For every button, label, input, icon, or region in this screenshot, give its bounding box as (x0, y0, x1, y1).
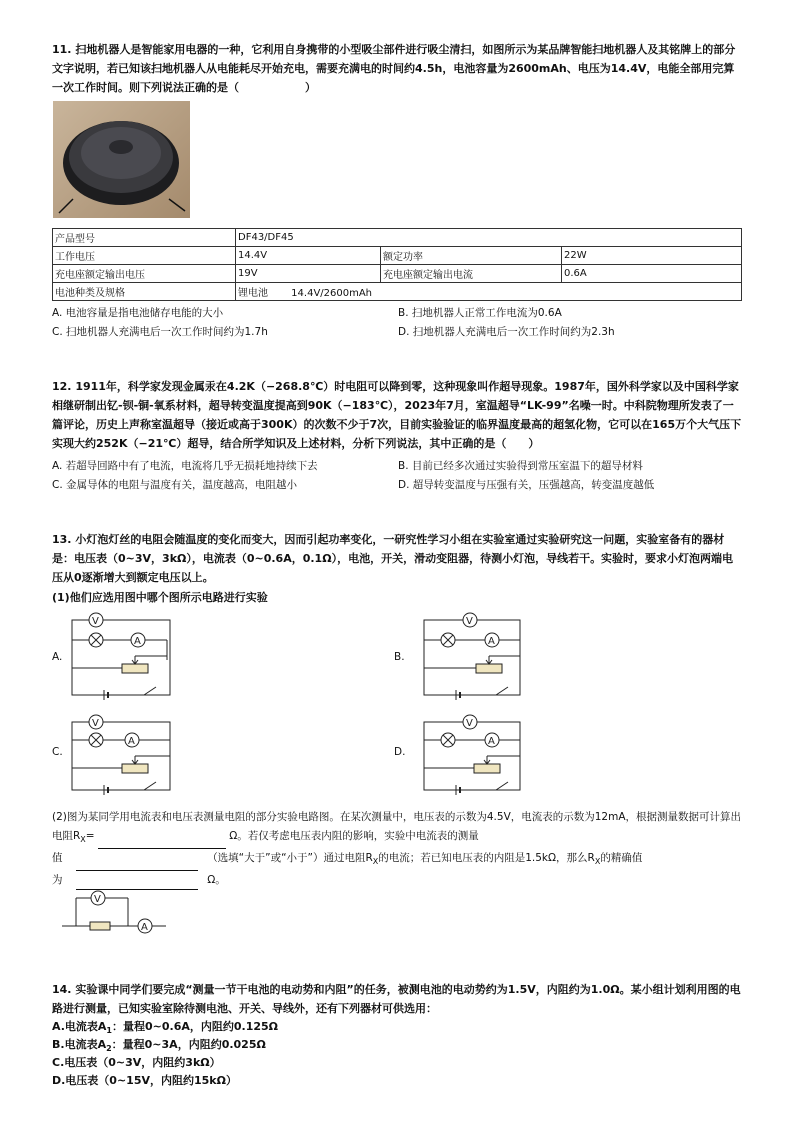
voltmeter-label: V (92, 616, 99, 627)
q14-item-d[interactable]: D.电压表（0~15V，内阻约15kΩ） (52, 1074, 237, 1087)
ammeter-label: A (134, 636, 141, 647)
q12-stem: 12. 1911年，科学家发现金属汞在4.2K（−268.8℃）时电阻可以降到零，这种现象叫作超导现象。1987年，国外科学家以及中国科学家相继研制出钇-钡-铜-氧系材料，超导转变温度提高到90K（−183℃），2023年7月，室温超导“LK-99”名噪一时。中科院物理所发表了一篇评论，历史上声称室温超导（接近或高于300K）的次数不少于7次，目前实验验证的临界温度最高的超氢化物，它可以在165万个大气压下实现大约252K（−21℃）超导，结合所学知识及上述材料，分析下列说法，其中正确的是（ ） (52, 380, 742, 450)
voltmeter-label: V (92, 718, 99, 729)
ammeter-label: A (488, 736, 495, 747)
answer-blank-compare[interactable] (76, 858, 198, 871)
q14-item-b[interactable]: B.电流表$A_2$：量程0~3A，内阻约0.025Ω (52, 1038, 266, 1054)
q13-sub2: (2)图为某同学用电流表和电压表测量电阻的部分实验电路图。在某次测量中，电压表的示数为4.5V，电流表的示数为12mA，根据测量数据可计算出电阻$R_X= \Omega$。若仅考虑电压表内阻的影响，实验中电流表的测量 值 （选填“大于”或“小于”）通过电阻$R_X$的电流；若已知电压表的内阻是1.5kΩ，那么$R_X$的精确值 为 Ω。 (52, 808, 742, 890)
circuit-d-label[interactable]: D. (394, 746, 406, 758)
q12-option-a[interactable]: A. 若超导回路中有了电流，电流将几乎无损耗地持续下去 (52, 460, 318, 472)
table-row: 充电座额定输出电压 19V 充电座额定输出电流 0.6A (53, 265, 742, 283)
circuit-b-diagram (424, 612, 544, 702)
q12-option-d[interactable]: D. 超导转变温度与压强有关，压强越高，转变温度越低 (398, 479, 655, 491)
ammeter-label: A (128, 736, 135, 747)
circuit-a-diagram (72, 612, 192, 702)
q11-option-c[interactable]: C. 扫地机器人充满电后一次工作时间约为1.7h (52, 326, 268, 338)
q14-item-c[interactable]: C.电压表（0~3V，内阻约3kΩ） (52, 1056, 221, 1069)
voltmeter-label: V (94, 894, 101, 905)
q11-option-b[interactable]: B. 扫地机器人正常工作电流为0.6A (398, 307, 562, 319)
circuit-b-label[interactable]: B. (394, 651, 405, 663)
circuit-c-diagram (72, 710, 192, 800)
q11-stem: 11. 扫地机器人是智能家用电器的一种，它利用自身携带的小型吸尘部件进行吸尘清扫，如图所示为某品牌智能扫地机器人及其铭牌上的部分文字说明，若已知该扫地机器人从电能耗尽开始充电，需要充满电的时间约4.5h，电池容量为2600mAh、电压为14.4V，电能全部用完算一次工作时间。则下列说法正确的是（ ） (52, 43, 736, 94)
q13-stem: 13. 小灯泡灯丝的电阻会随温度的变化而变大，因而引起功率变化，一研究性学习小组在实验室通过实验研究这一问题，实验室备有的器材是：电压表（0~3V，3kΩ），电流表（0~0.6A，0.1Ω），电池，开关，滑动变阻器，待测小灯泡，导线若干。实验时，要求小灯泡两端电压从0逐渐增大到额定电压以上。 (52, 533, 734, 584)
q14-stem: 14. 实验课中同学们要完成“测量一节干电池的电动势和内阻”的任务，被测电池的电动势约为1.5V，内阻约为1.0Ω。某小组计划利用图的电路进行测量，已知实验室除待测电池、开关、导线外，还有下列器材可供选用： (52, 983, 741, 1015)
robot-vacuum-photo (53, 101, 190, 218)
table-row: 产品型号 DF43/DF45 (53, 229, 742, 247)
ammeter-label: A (488, 636, 495, 647)
q11-option-d[interactable]: D. 扫地机器人充满电后一次工作时间约为2.3h (398, 326, 615, 338)
measurement-circuit (62, 888, 172, 938)
q13-sub1: (1)他们应选用图中哪个图所示电路进行实验 (52, 591, 268, 604)
voltmeter-label: V (466, 718, 473, 729)
circuit-d-diagram (424, 710, 544, 800)
voltmeter-label: V (466, 616, 473, 627)
q14-item-a[interactable]: A.电流表$A_1$：量程0~0.6A，内阻约0.125Ω (52, 1020, 279, 1036)
q11-option-a[interactable]: A. 电池容量是指电池储存电能的大小 (52, 307, 224, 319)
circuit-a-label[interactable]: A. (52, 651, 63, 663)
table-row: 工作电压 14.4V 额定功率 22W (53, 247, 742, 265)
ammeter-label: A (141, 922, 148, 933)
circuit-c-label[interactable]: C. (52, 746, 63, 758)
answer-blank-rx[interactable] (98, 836, 226, 849)
q12-option-c[interactable]: C. 金属导体的电阻与温度有关，温度越高，电阻越小 (52, 479, 298, 491)
q12-option-b[interactable]: B. 目前已经多次通过实验得到常压室温下的超导材料 (398, 460, 643, 472)
table-row: 电池种类及规格 锂电池 14.4V/2600mAh (53, 283, 742, 301)
spec-table (52, 228, 742, 301)
